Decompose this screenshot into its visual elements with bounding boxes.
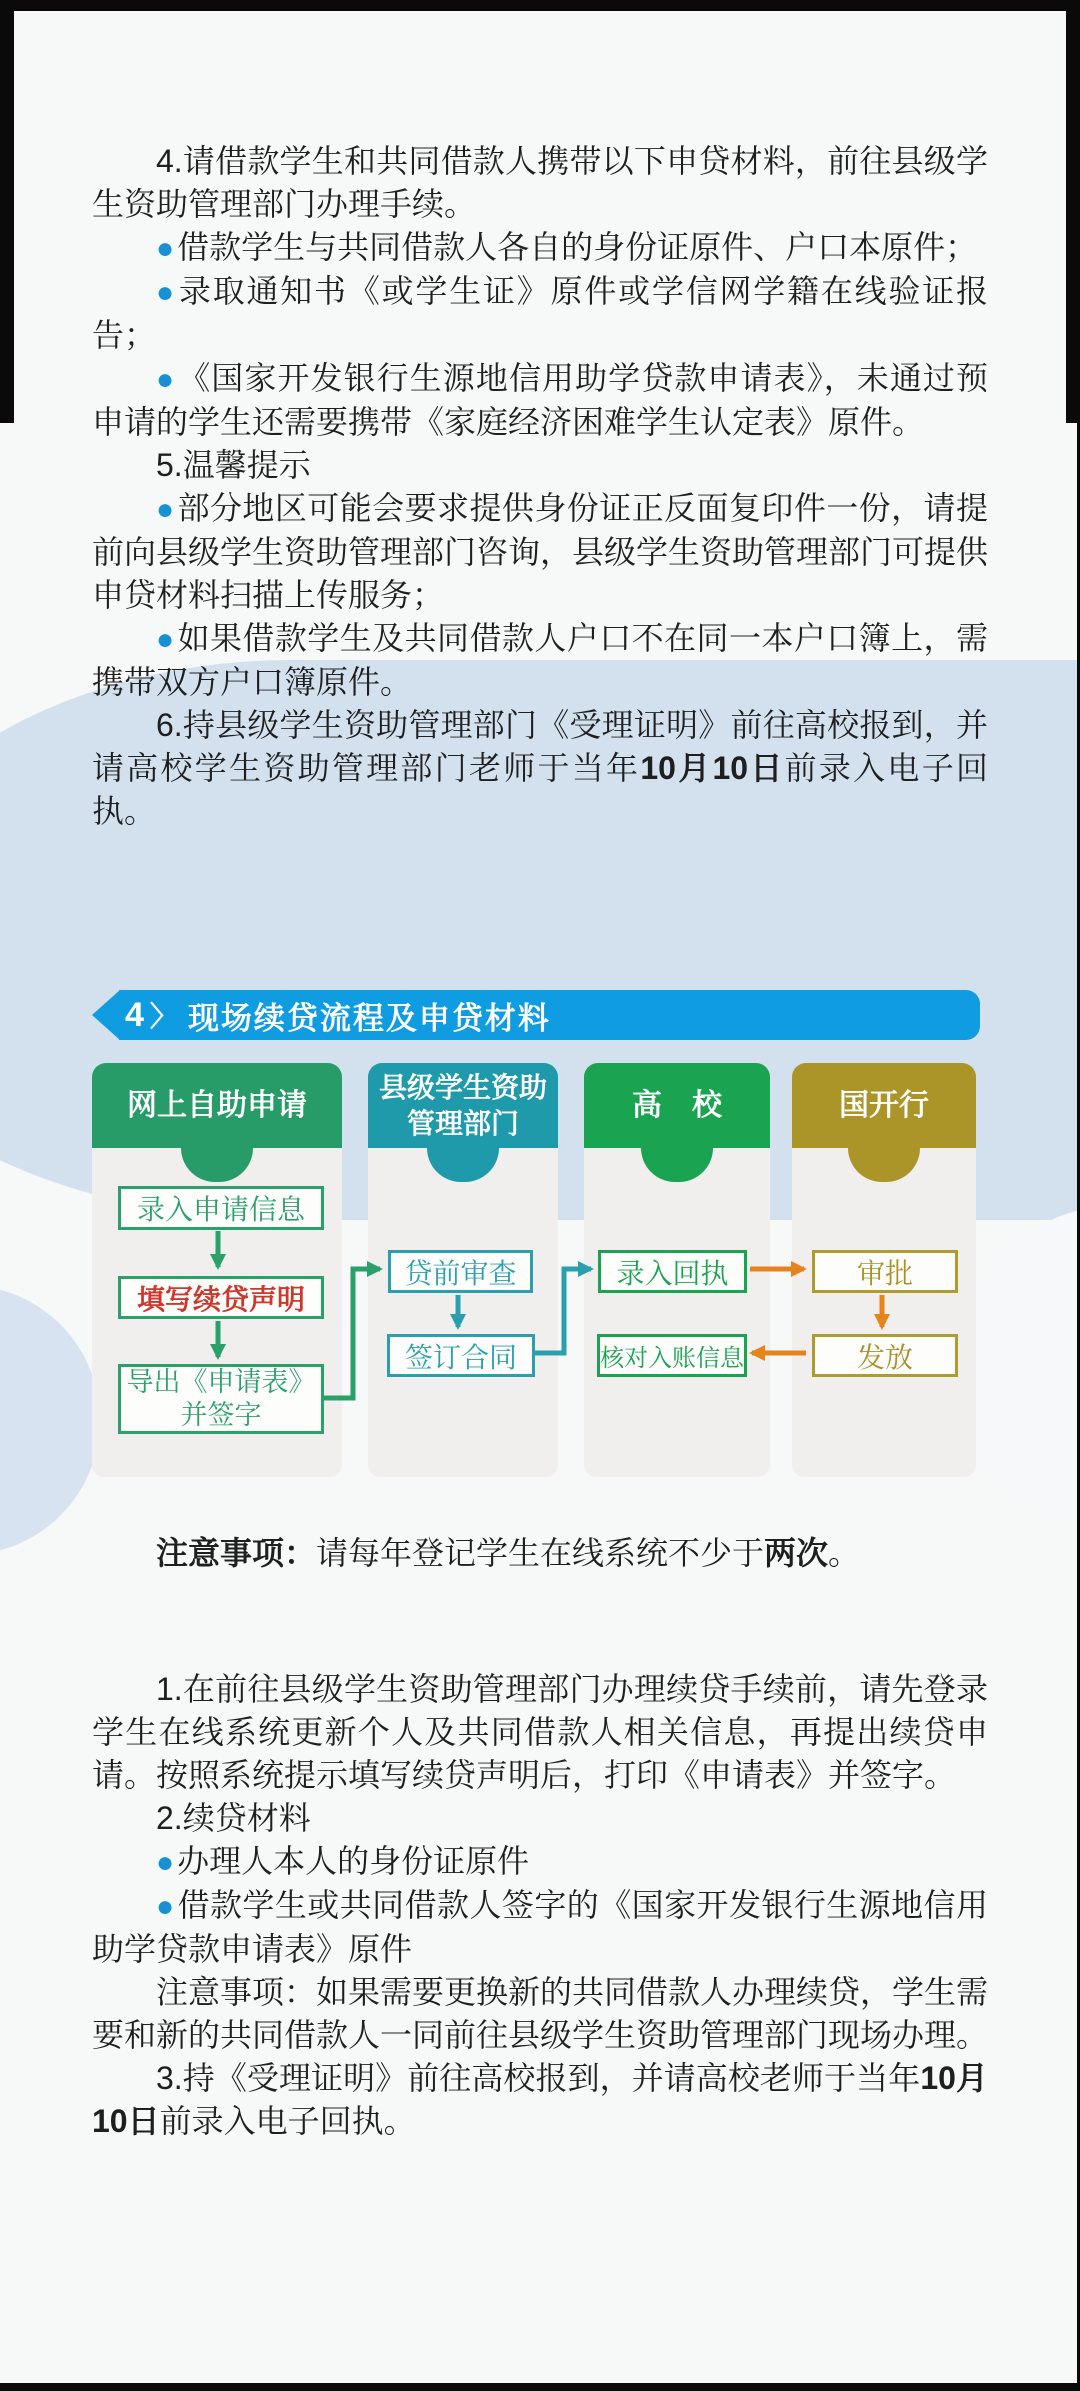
- bullet-dot-icon: ●: [156, 276, 176, 309]
- note-text-end: 。: [828, 1535, 861, 1571]
- flow-step-enter-receipt: [598, 1250, 747, 1293]
- screen-edge-bottom: [0, 2383, 1080, 2391]
- paragraph-text: 1.在前往县级学生资助管理部门办理续贷手续前，请先登录学生在线系统更新个人及共同借款人相关信息，再提出续贷申请。按照系统提示填写续贷声明后，打印《申请表》并签字。: [92, 1671, 988, 1793]
- flow-step-verify-account-info: [597, 1334, 747, 1377]
- step-label: 录入申请信息: [136, 1194, 305, 1225]
- bullet-text: 借款学生或共同借款人签字的《国家开发银行生源地信用助学贷款申请表》原件: [92, 1887, 988, 1967]
- bullet-item-handler-id: [92, 1840, 988, 1884]
- step-label-highlighted: 填写续贷声明: [136, 1283, 305, 1315]
- flow-step-export-form-and-sign: [118, 1364, 324, 1434]
- chevron-right-icon: 〉: [149, 1001, 178, 1032]
- flow-step-fill-renewal-declaration: [118, 1276, 324, 1319]
- section-title: 现场续贷流程及申贷材料: [187, 1000, 551, 1036]
- paragraph-renewal-step1: [92, 1668, 988, 1797]
- paragraph-step5: [92, 444, 988, 487]
- bullet-dot-icon: ●: [156, 623, 175, 656]
- bullet-text: 《国家开发银行生源地信用助学贷款申请表》，未通过预申请的学生还需要携带《家庭经济困难学生认定表》原件。: [92, 360, 988, 440]
- background-circle-left: [0, 1285, 100, 1555]
- column-title: 高 校: [632, 1088, 722, 1122]
- screen-edge-right: [1066, 11, 1080, 423]
- bullet-text: 录取通知书《或学生证》原件或学信网学籍在线验证报告；: [92, 273, 988, 353]
- paragraph-step6: [92, 704, 988, 833]
- bullet-item-id-originals: [92, 226, 988, 270]
- bullet-dot-icon: ●: [156, 1846, 175, 1879]
- note-text: 请每年登记学生在线系统不少于: [316, 1535, 765, 1571]
- paragraph-text: 前录入电子回执。: [159, 2103, 416, 2139]
- column-title: 网上自助申请: [127, 1088, 307, 1122]
- screen-edge-top: [0, 0, 1080, 11]
- section-first-loan-notes: [92, 140, 988, 833]
- section-renewal-notes: [92, 1668, 988, 2143]
- note-label: 注意事项：: [156, 1535, 317, 1571]
- paragraph-text: 注意事项：如果需要更换新的共同借款人办理续贷，学生需要和新的共同借款人一同前往县级学生资助管理部门现场办理。: [92, 1974, 989, 2053]
- column-title: 国开行: [839, 1088, 929, 1122]
- date-highlight: 10月10日: [640, 750, 785, 786]
- bullet-dot-icon: ●: [156, 1890, 175, 1923]
- connector-export-to-review: [322, 1269, 380, 1398]
- paragraph-renewal-step2: [92, 1797, 988, 1840]
- column-title-line1: 县级学生资助: [378, 1071, 547, 1103]
- paragraph-renewal-step3: [92, 2057, 988, 2143]
- bullet-text: 借款学生与共同借款人各自的身份证原件、户口本原件；: [177, 229, 978, 265]
- banner-bar: [119, 990, 980, 1040]
- bullet-text: 部分地区可能会要求提供身份证正反面复印件一份，请提前向县级学生资助管理部门咨询，县级学生资助管理部门可提供申贷材料扫描上传服务；: [92, 490, 989, 613]
- paragraph-step4: [92, 140, 988, 226]
- flow-step-enter-application-info: [118, 1186, 324, 1230]
- bullet-text: 如果借款学生及共同借款人户口不在同一本户口簿上，需携带双方户口簿原件。: [92, 620, 988, 700]
- bullet-text: 办理人本人的身份证原件: [177, 1843, 530, 1879]
- bullet-item-hukou: [92, 617, 988, 704]
- step-label: 审批: [856, 1257, 913, 1289]
- note-register-twice: [92, 1532, 988, 1575]
- section-number: 4: [125, 995, 144, 1034]
- step-label: 贷前审查: [404, 1257, 517, 1289]
- flow-step-sign-contract: [387, 1334, 535, 1377]
- flow-step-pre-loan-review: [388, 1250, 533, 1293]
- step-label: 发放: [856, 1341, 913, 1373]
- bullet-dot-icon: ●: [156, 232, 175, 265]
- step-label-line1: 导出《申请表》: [126, 1367, 316, 1397]
- banner-left-notch: [92, 990, 120, 1040]
- connector-contract-to-receipt: [533, 1269, 591, 1353]
- step-label: 录入回执: [616, 1257, 729, 1289]
- paragraph-text: 5.温馨提示: [156, 447, 311, 483]
- paragraph-text: 4.请借款学生和共同借款人携带以下申贷材料，前往县级学生资助管理部门办理手续。: [92, 143, 988, 222]
- bullet-dot-icon: ●: [156, 363, 176, 396]
- flow-step-disburse: [812, 1334, 958, 1377]
- bullet-item-application-form: [92, 357, 988, 444]
- bullet-item-id-copy: [92, 487, 988, 617]
- bullet-item-signed-form: [92, 1884, 988, 1971]
- step-label: 核对入账信息: [600, 1345, 744, 1372]
- paragraph-text: 3.持《受理证明》前往高校报到，并请高校老师于当年: [156, 2060, 921, 2096]
- column-title-line2: 管理部门: [406, 1107, 519, 1139]
- bullet-dot-icon: ●: [156, 493, 175, 526]
- flow-step-approve: [812, 1250, 958, 1293]
- section-banner: [92, 990, 980, 1040]
- step-label-line2: 并签字: [180, 1400, 262, 1430]
- paragraph-renewal-note: [92, 1971, 988, 2057]
- date-highlight: 10月10日: [92, 2060, 988, 2139]
- note-emphasis: 两次: [764, 1535, 829, 1571]
- step-label: 签订合同: [404, 1341, 517, 1373]
- paragraph-text: 6.持县级学生资助管理部门《受理证明》前往高校报到，并请高校学生资助管理部门老师于当年: [92, 707, 988, 786]
- renewal-flowchart: [92, 1063, 980, 1487]
- screen-edge-left: [0, 11, 14, 423]
- paragraph-text: 前录入电子回执。: [92, 750, 988, 829]
- bullet-item-admission-notice: [92, 270, 988, 357]
- paragraph-text: 2.续贷材料: [156, 1800, 311, 1836]
